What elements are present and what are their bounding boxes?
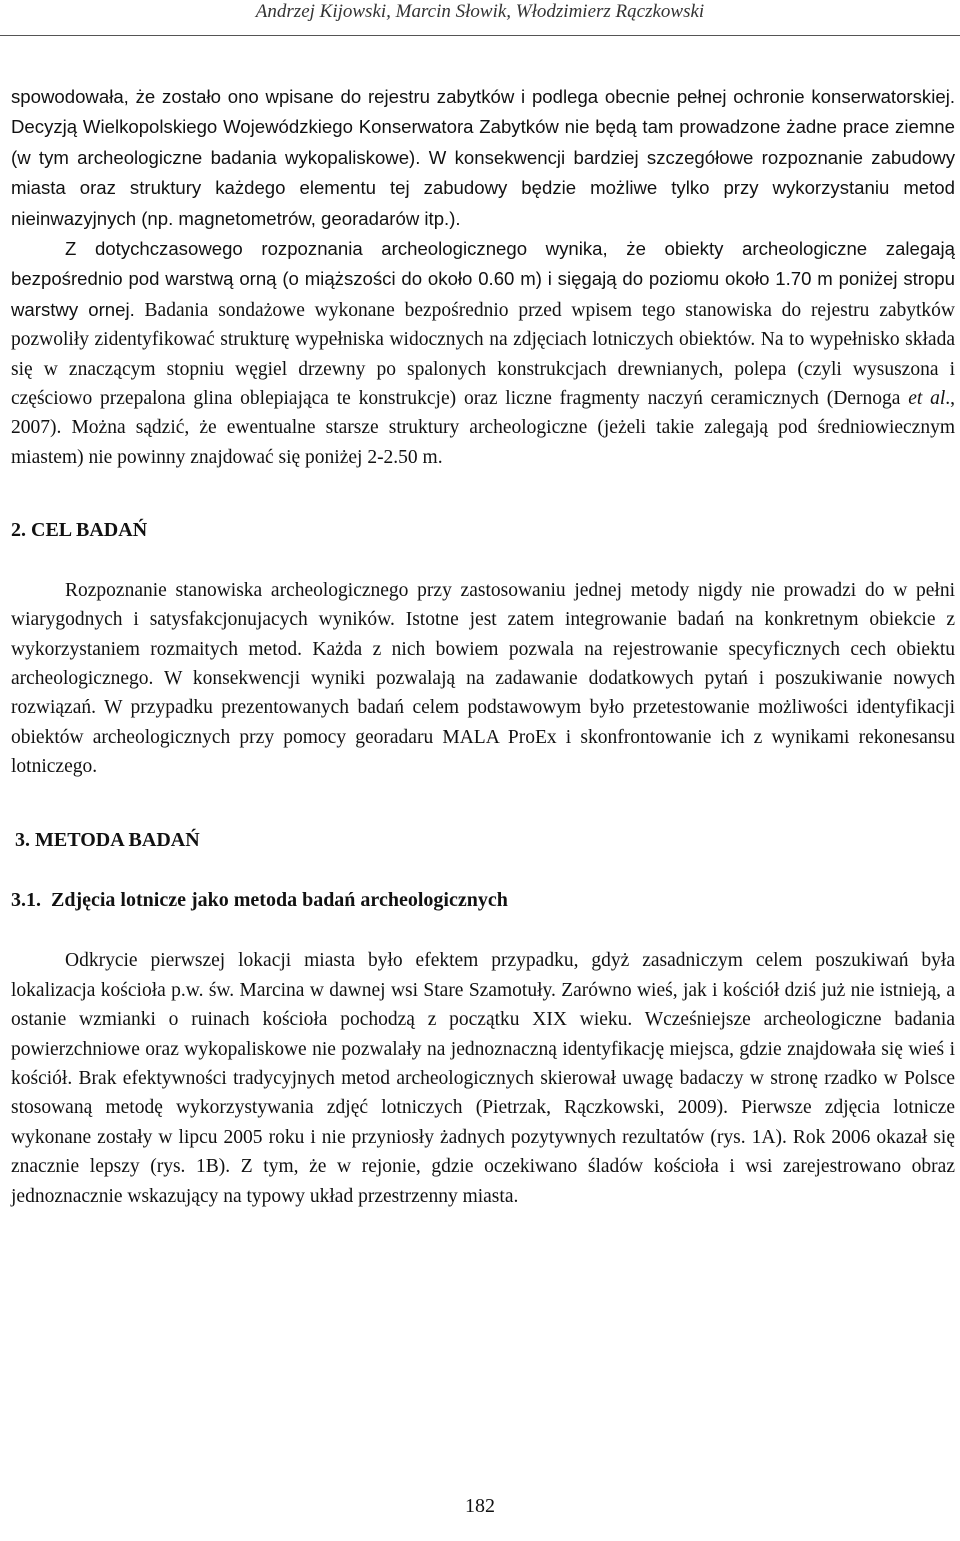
paragraph-part-2: Z dotychczasowego rozpoznania archeologicznego wynika, że obiekty archeologiczne zalegają bezpośrednio pod warstwą orną (o miąższości do około 0.60 m) i sięgają do poziomu około 1.70 m poniżej stropu warstwy ornej. bbox=[11, 238, 955, 320]
paragraph-continuation bbox=[11, 82, 955, 472]
page-number: 182 bbox=[465, 1495, 495, 1517]
subsection-heading-zdjecia-lotnicze: 3.1. Zdjęcia lotnicze jako metoda badań archeologicznych bbox=[11, 888, 508, 911]
page-body bbox=[11, 82, 955, 1211]
header-rule bbox=[0, 35, 960, 36]
paragraph-zdjecia-lotnicze: Odkrycie pierwszej lokacji miasta było efektem przypadku, gdyż zasadniczym celem poszukiwań była lokalizacja kościoła p.w. św. Marcina w dawnej wsi Stare Szamotuły. Zarówno wieś, jak i kościół dziś już nie istnieją, a ostanie wzmianki o ruinach kościoła pochodzą z początku XIX wieku. Wcześniejsze archeologiczne badania powierzchniowe oraz wykopaliskowe nie pozwalały na jednoznaczną identyfikację miejsca, gdzie znajdowała się wieś i kościół. Brak efektywności tradycyjnych metod archeologicznych skierował uwagę badaczy w stronę rzadko w Polsce stosowaną metodę wykorzystywania zdjęć lotniczych (Pietrzak, Rączkowski, 2009). Pierwsze zdjęcia lotnicze wykonane zostały w lipcu 2005 roku i nie przyniosły żadnych pozytywnych rezultatów (rys. 1A). Rok 2006 okazał się znacznie lepszy (rys. 1B). Z tym, że w rejonie, gdzie oczekiwano śladów kościoła i wsi zarejestrowano obraz jednoznacznie wskazujący na typowy układ przestrzenny miasta. bbox=[11, 950, 955, 1207]
paragraph-part-3: Badania sondażowe wykonane bezpośrednio przed wpisem tego stanowiska do rejestru zabytków pozwoliły zidentyfikować strukturę wypełniska widocznych na zdjęciach lotniczych obiektów. Na to wypełnisko składa się w znaczącym stopniu węgiel drzewny po spalonych konstrukcjach drewnianych, polepa (czyli wysuszona i częściowo przepalona glina oblepiająca te konstrukcje) oraz liczne fragmenty naczyń ceramicznych (Dernoga bbox=[11, 299, 956, 410]
section-heading-cel-badan: 2. CEL BADAŃ bbox=[11, 519, 148, 542]
paragraph-part-4: ., 2007). Można sądzić, że ewentualne starsze struktury archeologiczne (jeżeli takie zalegają pod średniowiecznym miastem) nie powinny znajdować się poniżej 2-2.50 m. bbox=[11, 388, 955, 468]
et-al-citation: et al bbox=[908, 388, 946, 410]
running-head: Andrzej Kijowski, Marcin Słowik, Włodzimierz Rączkowski bbox=[255, 1, 705, 22]
paragraph-cel-badan: Rozpoznanie stanowiska archeologicznego przy zastosowaniu jednej metody nigdy nie prowadzi do w pełni wiarygodnych i satysfakcjonujacych wyników. Istotne jest zatem integrowanie badań na konkretnym obiekcie z wykorzystaniem rozmaitych metod. Każda z nich bowiem pozwala na rejestrowanie specyficznych cech obiektu archeologicznego. W konsekwencji wyniki pozwalają na zadawanie dodatkowych pytań i poszukiwanie nowych rozwiązań. W przypadku prezentowanych badań celem podstawowym było przetestowanie możliwości identyfikacji obiektów archeologicznych przy pomocy georadaru MALA ProEx i skonfrontowanie ich z wynikami rekonesansu lotniczego. bbox=[11, 579, 955, 778]
paragraph-part-1: spowodowała, że zostało ono wpisane do rejestru zabytków i podlega obecnie pełnej ochronie konserwatorskiej. Decyzją Wielkopolskiego Wojewódzkiego Konserwatora Zabytków nie będą tam prowadzone żadne prace ziemne (w tym archeologiczne badania wykopaliskowe). W konsekwencji bardziej szczegółowe rozpoznanie zabudowy miasta oraz struktury każdego elementu tej zabudowy będzie możliwe tylko przy wykorzystaniu metod nieinwazyjnych (np. magnetometrów, georadarów itp.). bbox=[11, 86, 955, 229]
section-heading-metoda-badan: 3. METODA BADAŃ bbox=[15, 828, 200, 851]
